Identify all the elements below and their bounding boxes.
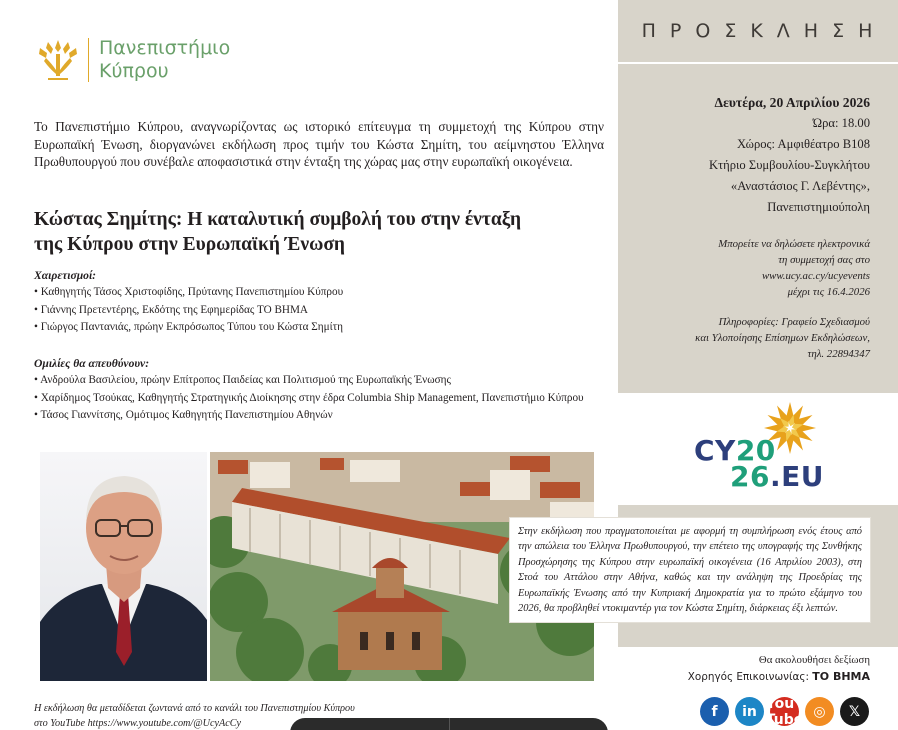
headline-line1: Κώστας Σημίτης: Η καταλυτική συμβολή του στην ένταξη [34,209,522,230]
cy-logo-26: 26 [730,460,770,493]
greetings-section [34,268,614,337]
registration-line1: Μπορείτε να δηλώσετε ηλεκτρονικά [718,238,870,250]
youtube-icon[interactable]: You Tube [765,695,804,728]
instagram-icon[interactable]: ◎ [805,697,834,726]
social-links [700,697,869,726]
university-emblem-icon [34,36,82,84]
portrait-photo [40,452,207,681]
intro-paragraph: Το Πανεπιστήμιο Κύπρου, αναγνωρίζοντας ως ιστορικό επίτευγμα τη συμμετοχή της Κύπρου στην Ευρωπαϊκή Ένωση, διοργανώνει εκδήλωση προς τιμήν του Κώστα Σημίτη, του αείμνηστου Έλληνα Πρωθυπουργού που συνέβαλε αποφασιστικά στην ένταξη της χώρας μας στην ευρωπαϊκή οικογένεια. [34,119,604,170]
greetings-title: Χαιρετισμοί: [34,269,97,282]
event-time: Ώρα: 18.00 [812,116,870,130]
invitation-title: ΠΡΟΣΚΛΗΣΗ [641,20,887,42]
cy-logo-20: 20 [735,434,776,467]
contact-info [695,314,870,362]
university-name-line2: Κύπρου [99,60,169,82]
sidebar-divider [618,62,898,64]
event-venue: Χώρος: Αμφιθέατρο Β108 [736,137,870,151]
event-campus: Πανεπιστημιούπολη [767,200,870,214]
logo-divider [88,38,89,82]
bottom-banner-segment [290,718,450,730]
headline-line2: της Κύπρου στην Ευρωπαϊκή Ένωση [34,234,346,255]
list-item: • Καθηγητής Τάσος Χριστοφίδης, Πρύτανης Πανεπιστημίου Κύπρου [34,286,344,298]
list-item: • Γιάννης Πρετεντέρης, Εκδότης της Εφημερίδας ΤΟ ΒΗΜΑ [34,303,309,316]
facebook-icon[interactable]: f [700,697,729,726]
reception-note: Θα ακολουθήσει δεξίωση [758,654,870,666]
x-icon[interactable]: 𝕏 [840,697,869,726]
list-item: • Ανδρούλα Βασιλείου, πρώην Επίτροπος Παιδείας και Πολιτισμού της Ευρωπαϊκής Ένωσης [34,374,451,386]
cy-logo-cy: CY [694,434,736,467]
contact-phone: τηλ. 22894347 [807,348,870,360]
registration-link[interactable]: www.ucy.ac.cy/ucyevents [761,270,870,282]
event-building: Κτήριο Συμβουλίου-Συγκλήτου [709,158,870,172]
university-logo [34,36,230,84]
documentary-caption: Στην εκδήλωση που πραγματοποιείται με αφορμή τη συμπλήρωση ενός έτους από την απώλεια του Έλληνα Πρωθυπουργού, την επέτειο της υπογραφής της Συνθήκης Προσχώρησης της Κύπρου στην ευρωπαϊκή οικογένεια (16 Απριλίου 2003), στη Στοά του Αττάλου στην Αθήνα, καθώς και την ανάληψη της Προεδρίας της Ευρωπαϊκής Ένωσης από την Κυπριακή Δημοκρατία για το πρώτο εξάμηνο του 2026, θα προβληθεί ντοκιμαντέρ για τον Κώστα Σημίτη, διάρκειας έξι λεπτών. [510,518,870,622]
bottom-banner [290,718,608,730]
linkedin-icon[interactable]: in [735,697,764,726]
cy2026-logo-text [694,434,824,493]
speakers-section [34,356,614,425]
sponsor-label: Χορηγός Επικοινωνίας: [687,671,809,683]
list-item: • Τάσος Γιαννίτσης, Ομότιμος Καθηγητής Πανεπιστημίου Αθηνών [34,409,333,422]
headline [34,207,604,257]
event-building-name: «Αναστάσιος Γ. Λεβέντης», [730,179,870,193]
university-name-line1: Πανεπιστήμιο [99,37,231,59]
university-name [99,37,230,83]
bottom-banner-segment [450,718,609,730]
list-item: • Χαρίδημος Τσούκας, Καθηγητής Στρατηγικής Διοίκησης στην έδρα Columbia Ship Management, Πανεπιστήμιο Κύπρου [34,391,584,404]
registration-deadline: μέχρι τις 16.4.2026 [787,286,870,298]
contact-line2: και Υλοποίησης Επίσημων Εκδηλώσεων, [695,332,870,344]
registration-line2: τη συμμετοχή σας στο [778,254,870,266]
event-date: Δευτέρα, 20 Απριλίου 2026 [714,95,870,110]
event-details [709,92,870,218]
live-stream-note-line1: Η εκδήλωση θα μεταδίδεται ζωντανά από το κανάλι του Πανεπιστημίου Κύπρου [34,703,355,714]
event-sidebar [618,0,898,393]
speakers-title: Ομιλίες θα απευθύνουν: [34,357,150,370]
registration-note [718,236,870,300]
youtube-link[interactable]: στο YouTube https://www.youtube.com/@UcyAcCy [34,718,242,729]
list-item: • Γιώργος Παντανιάς, πρώην Εκπρόσωπος Τύπου του Κώστα Σημίτη [34,321,343,334]
cy-logo-eu: .EU [769,460,824,493]
media-sponsor [688,670,870,684]
contact-line1: Πληροφορίες: Γραφείο Σχεδιασμού [718,316,870,328]
sponsor-name: ΤΟ ΒΗΜΑ [812,670,870,683]
